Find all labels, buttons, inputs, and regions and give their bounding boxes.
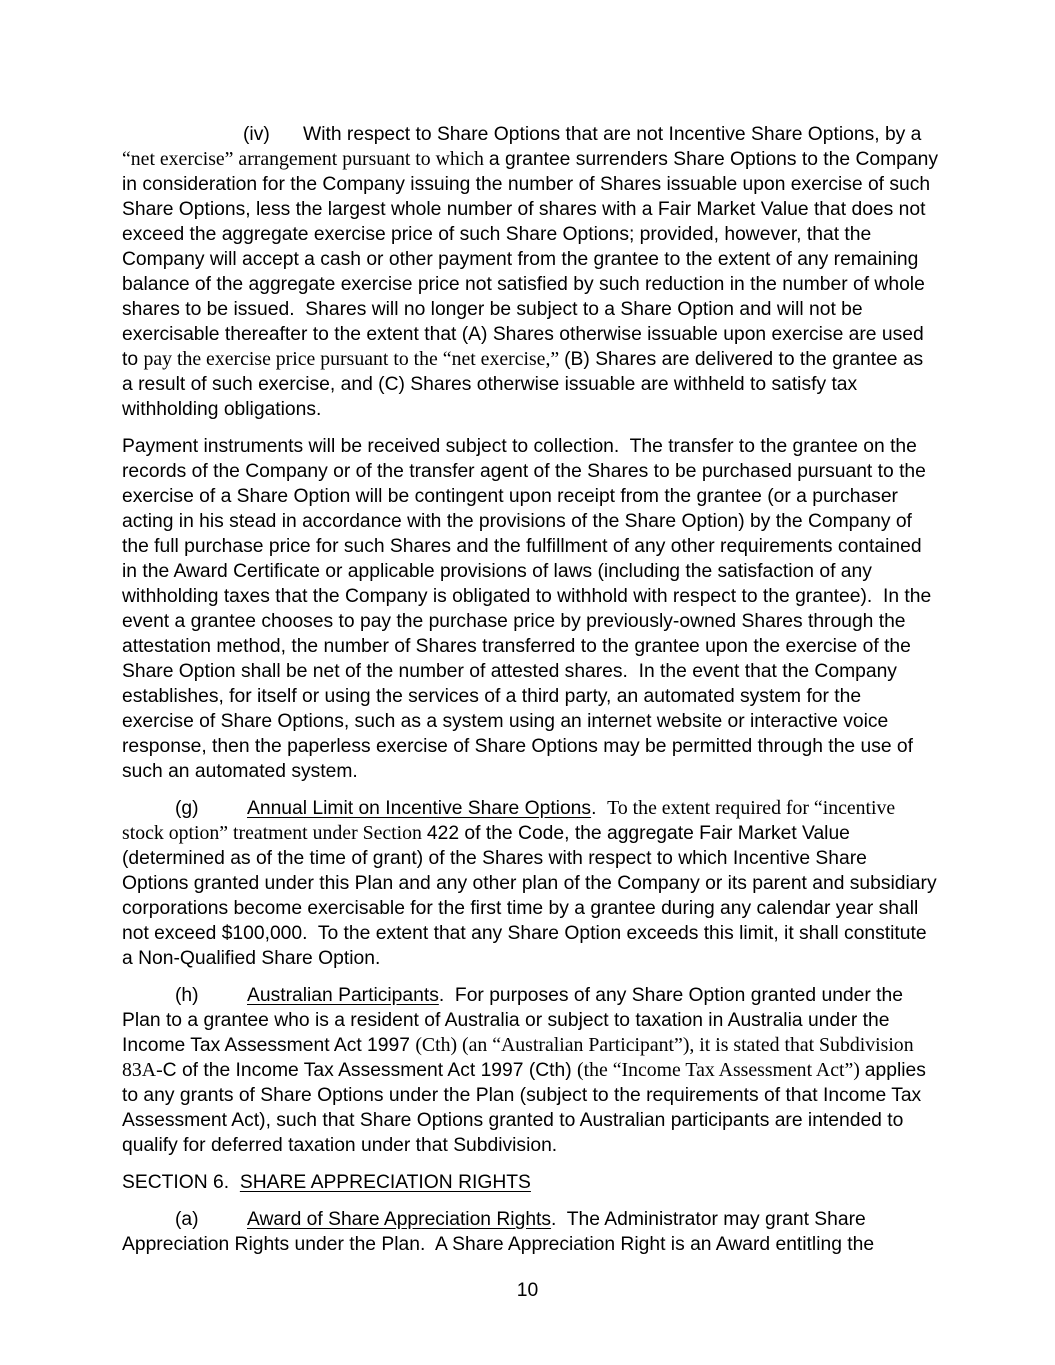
- document-page: [122, 122, 944, 1269]
- para-h-run-sans: applies to any grants of Share Options under the Plan (subject to the requirements of that Income Tax Assessment Act), such that Share Options granted to Australian participants are intended to qualify for deferred taxation under that Subdivision.: [122, 1060, 932, 1156]
- para-a-run-sans-underline: Award of Share Appreciation Rights: [247, 1209, 552, 1230]
- para-iv-run-sans: (B) Shares are delivered to the grantee as a result of such exercise, and (C) Shares otherwise issuable are withheld to satisfy tax withholding obligations.: [122, 349, 929, 420]
- para-h: [122, 983, 938, 1158]
- para-a-run-label: (a): [175, 1209, 199, 1230]
- heading-section-6-run-sans: SECTION 6.: [122, 1172, 240, 1193]
- para-g-run-sans: .: [591, 798, 608, 819]
- page-number: 10: [516, 1280, 539, 1301]
- para-payment-run-sans: Payment instruments will be received subject to collection. The transfer to the grantee on the records of the Company or of the transfer agent of the Shares to be purchased pursuant to the exercise of a Share Option will be contingent upon receipt from the grantee (or a purchaser acting in his stead in accordance with the provisions of the Share Option) by the Company of the full purchase price for such Shares and the fulfillment of any other requirements contained in the Award Certificate or applicable provisions of laws (including the satisfaction of any withholding taxes that the Company is obligated to withhold with respect to the grantee). In the event a grantee chooses to pay the purchase price by previously-owned Shares through the attestation method, the number of Shares transferred to the grantee upon the exercise of the Share Option shall be net of the number of attested shares. In the event that the Company establishes, for itself or using the services of a third party, an automated system for the exercise of Share Options, such as a system using an internet website or interactive voice response, then the paperless exercise of Share Options may be permitted through the use of such an automated system.: [122, 436, 937, 782]
- para-payment: [122, 434, 938, 784]
- para-iv: [122, 122, 944, 422]
- para-h-run-sans: . For purposes of any Share Option granted under the Plan to a grantee who is a resident of Australia or subject to taxation in Australia under the Income Tax Assessment Act 1997: [122, 985, 909, 1056]
- para-g: [122, 796, 942, 971]
- heading-section-6-run-sans-underline: SHARE APPRECIATION RIGHTS: [239, 1172, 531, 1193]
- para-h-run-sans-underline: Australian Participants: [247, 985, 439, 1006]
- para-g-run-sans-underline: Annual Limit on Incentive Share Options: [247, 798, 592, 819]
- para-iv-run-label: (iv): [243, 124, 270, 145]
- para-h-run-sans: C of the Income Tax Assessment Act 1997 (Cth): [162, 1060, 578, 1081]
- para-h-run-serif: (the “Income Tax Assessment Act”): [577, 1059, 865, 1081]
- document-body: [122, 122, 944, 1257]
- para-g-run-serif: To the extent required for “incentive stock option” treatment under Section: [122, 797, 901, 844]
- page-footer: [0, 1278, 1055, 1303]
- para-h-run-label: (h): [175, 985, 199, 1006]
- heading-section-6: [122, 1170, 938, 1195]
- para-a: [122, 1207, 938, 1257]
- para-iv-run-serif: pay the exercise price pursuant to the “net exercise,”: [143, 348, 565, 370]
- para-a-run-sans: . The Administrator may grant Share Appreciation Rights under the Plan. A Share Appreciation Right is an Award entitling the: [122, 1209, 875, 1255]
- para-iv-run-serif: “net exercise” arrangement pursuant to which: [122, 148, 489, 170]
- para-g-run-label: (g): [175, 798, 199, 819]
- para-g-run-sans: 422 of the Code, the aggregate Fair Market Value (determined as of the time of grant) of the Shares with respect to which Incentive Share Options granted under this Plan and any other plan of the Company or its parent and subsidiary corporations become exercisable for the first time by a grantee during any calendar year shall not exceed $100,000. To the extent that any Share Option exceeds this limit, it shall constitute a Non-Qualified Share Option.: [122, 823, 942, 969]
- para-iv-run-sans: a grantee surrenders Share Options to the Company in consideration for the Company issuing the number of Shares issuable upon exercise of such Share Options, less the largest whole number of shares with a Fair Market Value that does not exceed the aggregate exercise price of such Share Options; provided, however, that the Company will accept a cash or other payment from the grantee to the extent of any remaining balance of the aggregate exercise price not satisfied by such reduction in the number of whole shares to be issued. Shares will no longer be subject to a Share Option and will not be exercisable thereafter to the extent that (A) Shares otherwise issuable upon exercise are used to: [122, 149, 944, 370]
- para-iv-run-sans: With respect to Share Options that are not Incentive Share Options, by a: [303, 124, 927, 145]
- para-h-run-serif: (Cth) (an “Australian Participant”), it is stated that Subdivision 83A-: [122, 1034, 919, 1081]
